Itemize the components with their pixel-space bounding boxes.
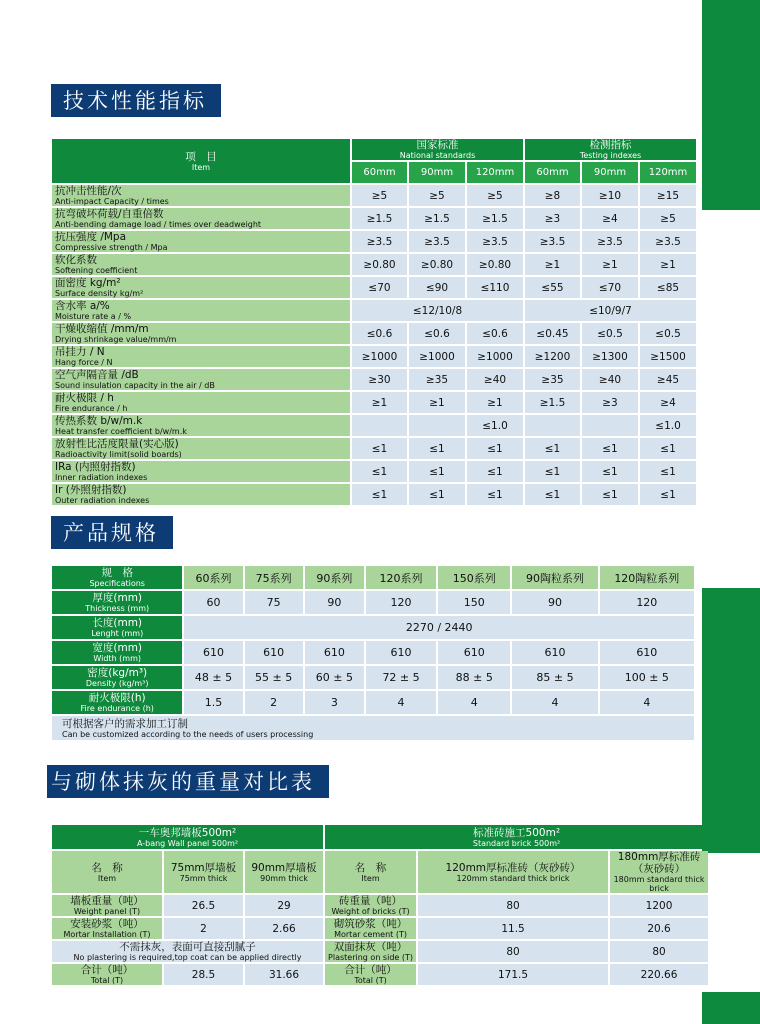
value-cell: 120 [600,591,694,614]
row-label-cn: 密度(kg/m³) [87,667,148,679]
row-label [52,277,350,298]
value-cell: ≤1.0 [467,415,523,436]
series-header: 75系列 [245,566,303,589]
row-label-cn: 软化系数 [55,254,97,266]
col-90mm-header: 90mm厚墙板 90mm thick [245,851,323,893]
value-cell: ≥4 [582,208,638,229]
value-cell: 120 [366,591,436,614]
row-label [52,254,350,275]
customization-note: 可根据客户的需求加工订制 Can be customized according to the needs of users processing [52,716,694,740]
sidebar-green-top [702,0,760,210]
row-label [52,484,350,505]
row-label [52,346,350,367]
value-cell: ≤110 [467,277,523,298]
row-label-cn: 墙板重量（吨） [70,895,144,907]
value-cell: 220.66 [610,964,708,985]
row-label-en: Total (T) [90,976,124,985]
row-label-en: Width (mm) [93,654,142,663]
row-label-en: Outer radiation indexes [55,496,150,505]
value-cell: 75 [245,591,303,614]
series-header: 90系列 [305,566,364,589]
value-cell: ≤1 [352,484,407,505]
value-cell: ≤1 [640,438,696,459]
value-cell: ≤90 [409,277,465,298]
row-label [52,461,350,482]
value-cell: ≥1000 [467,346,523,367]
note-cn: 不需抹灰，表面可直接刮腻子 [119,941,256,953]
value-cell: ≥30 [352,369,407,390]
item-header: 项 目 Item [52,139,350,183]
row-label-en: Lenght (mm) [91,629,144,638]
value-cell: ≥5 [409,185,465,206]
value-cell: 29 [245,895,323,916]
merged-value: ≤10/9/7 [525,300,696,321]
row-label-en: Radioactivity limit(solid boards) [55,450,182,459]
comparison-subheader-row [52,851,708,893]
value-cell: 4 [600,691,694,714]
value-cell: ≤70 [352,277,407,298]
row-label [52,666,182,689]
value-cell: ≤70 [582,277,638,298]
row-label-en: Heat transfer coefficient b/w/m.k [55,427,187,436]
value-cell: 610 [366,641,436,664]
value-cell: ≥35 [525,369,580,390]
value-cell: ≥8 [525,185,580,206]
value-cell: ≤0.5 [640,323,696,344]
row-label-cn: 干燥收缩值 /mm/m [55,323,149,335]
row-label-cn: 抗冲击性能/次 [55,185,122,197]
spec-row [52,231,696,252]
value-cell: ≤1 [525,438,580,459]
row-label [52,392,350,413]
size-header: 60mm [525,162,580,183]
value-cell: ≤1 [582,484,638,505]
row-label-cn: 合计（吨） [80,964,134,976]
comparison-row [52,941,708,962]
value-cell: ≥35 [409,369,465,390]
value-cell: 610 [305,641,364,664]
row-label [52,369,350,390]
value-cell: ≥1300 [582,346,638,367]
value-cell: ≥40 [582,369,638,390]
row-label [52,208,350,229]
merged-value: 2270 / 2440 [184,616,694,639]
value-cell: 3 [305,691,364,714]
value-cell: 80 [610,941,708,962]
value-cell: ≥40 [467,369,523,390]
row-label [52,300,350,321]
value-cell: 26.5 [164,895,243,916]
value-cell: ≥1000 [352,346,407,367]
comparison-row [52,918,708,939]
value-cell: 2 [164,918,243,939]
value-cell: 1.5 [184,691,242,714]
series-header: 150系列 [438,566,510,589]
row-label [52,964,162,985]
value-cell: ≥0.80 [409,254,465,275]
value-cell: ≤1 [409,461,465,482]
row-label-cn: 面密度 kg/m² [55,277,121,289]
value-cell: ≤1 [640,484,696,505]
value-cell: ≥1000 [409,346,465,367]
row-label [52,691,182,714]
value-cell: ≥45 [640,369,696,390]
row-label-en: Thickness (mm) [85,604,150,613]
spec-row [52,185,696,206]
series-header: 120陶粒系列 [600,566,694,589]
spec-header: 规 格 Specifications [52,566,182,589]
row-label-cn: 吊挂力 / N [55,346,105,358]
value-cell: ≥1200 [525,346,580,367]
value-cell: ≤1.0 [640,415,696,436]
row-label [325,918,416,939]
value-cell: ≥1 [640,254,696,275]
row-label-cn: 含水率 a/% [55,300,110,312]
spec-row [52,277,696,298]
spec-row [52,461,696,482]
value-cell: 100 ± 5 [600,666,694,689]
row-label-en: Sound insulation capacity in the air / dB [55,381,215,390]
size-header: 120mm [640,162,696,183]
row-label [52,591,182,614]
value-cell: 4 [366,691,436,714]
value-cell: 60 [184,591,242,614]
series-header: 120系列 [366,566,436,589]
size-header: 90mm [582,162,638,183]
value-cell: ≤0.6 [467,323,523,344]
row-label-en: Density (kg/m³) [85,679,149,688]
row-label [52,641,182,664]
value-cell: 20.6 [610,918,708,939]
row-label-en: Weight panel (T) [73,907,141,916]
row-label [52,185,350,206]
section-title-technical: 技术性能指标 [51,84,221,117]
value-cell: ≤0.5 [582,323,638,344]
value-cell: ≤1 [352,461,407,482]
spec-header-row [52,566,694,589]
row-label-cn: 抗压强度 /Mpa [55,231,127,243]
header-row [52,139,696,160]
value-cell: ≥0.80 [467,254,523,275]
spec-row [52,484,696,505]
value-cell: ≤1 [467,438,523,459]
product-specifications-table [50,564,696,742]
value-cell: ≥3.5 [409,231,465,252]
size-header: 120mm [467,162,523,183]
row-label-en: Moisture rate a / % [55,312,132,321]
row-label-en: Compressive strength / Mpa [55,243,168,252]
value-cell: ≤1 [409,438,465,459]
row-label-en: Mortar Installation (T) [63,930,151,939]
row-label [325,895,416,916]
row-label-en: Hang force / N [55,358,113,367]
note-en: No plastering is required,top coat can be applied directly [73,953,302,962]
name-header: 名 称 Item [52,851,162,893]
value-cell: ≥3.5 [467,231,523,252]
value-cell: ≥1 [525,254,580,275]
series-header: 90陶粒系列 [512,566,597,589]
value-cell: ≥1.5 [409,208,465,229]
value-cell: ≥3 [582,392,638,413]
value-cell: ≤1 [582,461,638,482]
value-cell: 610 [438,641,510,664]
value-cell: ≤0.6 [409,323,465,344]
row-label [325,964,416,985]
spec-row [52,254,696,275]
value-cell: 150 [438,591,510,614]
series-header: 60系列 [184,566,242,589]
row-label [52,323,350,344]
value-cell: ≥1.5 [352,208,407,229]
col-75mm-header: 75mm厚墙板 75mm thick [164,851,243,893]
row-label-cn: Ir (外照射指数) [55,484,127,496]
note-row [52,716,694,740]
value-cell: ≥5 [352,185,407,206]
testing-indexes-header: 检测指标 Testing indexes [525,139,696,160]
row-label-en: Softening coefficient [55,266,138,275]
row-label-en: Plastering on side (T) [328,953,413,962]
value-cell: 4 [512,691,597,714]
row-label-cn: 放射性比活度限量(实心版) [55,438,179,450]
value-cell: ≥3 [525,208,580,229]
spec-row [52,691,694,714]
col-120mm-header: 120mm厚标准砖（灰砂砖） 120mm standard thick brick [418,851,608,893]
value-cell: ≥1.5 [525,392,580,413]
spec-row [52,616,694,639]
row-label-cn: 空气声隔音量 /dB [55,369,139,381]
standard-brick-header: 标准砖施工500m² Standard brick 500m² [325,825,708,849]
row-label-en: Weight of bricks (T) [331,907,410,916]
section-title-specifications: 产品规格 [51,516,173,549]
size-header: 60mm [352,162,407,183]
value-cell: ≤55 [525,277,580,298]
value-cell [409,415,465,436]
value-cell: ≥10 [582,185,638,206]
value-cell: 72 ± 5 [366,666,436,689]
row-label-en: Fire endurance (h) [80,704,154,713]
value-cell: ≤0.45 [525,323,580,344]
value-cell: ≤1 [640,461,696,482]
name-header: 名 称 Item [325,851,416,893]
value-cell: ≤1 [525,461,580,482]
comparison-row [52,964,708,985]
value-cell: ≥15 [640,185,696,206]
row-label [52,616,182,639]
comparison-row [52,895,708,916]
value-cell: 610 [184,641,242,664]
size-header: 90mm [409,162,465,183]
weight-comparison-table [50,823,710,987]
spec-row [52,415,696,436]
spec-row [52,641,694,664]
row-label-cn: 砌筑砂浆（吨） [333,918,408,930]
value-cell: 1200 [610,895,708,916]
row-label-en: Anti-impact Capacity / times [55,197,169,206]
value-cell: ≥0.80 [352,254,407,275]
row-label-cn: 耐火极限 / h [55,392,114,404]
value-cell [352,415,407,436]
spec-row [52,392,696,413]
technical-performance-table [50,137,698,507]
row-label-cn: 宽度(mm) [92,642,143,654]
spec-row [52,666,694,689]
row-label-cn: 安装砂浆（吨） [70,918,144,930]
value-cell: ≥1 [582,254,638,275]
spec-row [52,208,696,229]
value-cell: 2.66 [245,918,323,939]
value-cell: ≥1 [352,392,407,413]
row-label-cn: 双面抹灰（吨） [333,941,408,953]
row-label [52,415,350,436]
value-cell: ≥5 [467,185,523,206]
value-cell: ≤1 [525,484,580,505]
value-cell: ≤0.6 [352,323,407,344]
value-cell: ≤1 [352,438,407,459]
value-cell: 31.66 [245,964,323,985]
value-cell: 80 [418,895,608,916]
row-label [52,231,350,252]
spec-row [52,323,696,344]
row-label-cn: 合计（吨） [344,964,397,976]
row-label [52,895,162,916]
wall-panel-header: 一车奥邦墙板500m² A-bang Wall panel 500m² [52,825,323,849]
spec-row [52,300,696,321]
merged-value: ≤12/10/8 [352,300,523,321]
row-label-cn: 砖重量（吨） [339,895,403,907]
value-cell: 85 ± 5 [512,666,597,689]
row-label-en: Mortar cement (T) [334,930,407,939]
row-label-cn: 耐火极限(h) [88,692,146,704]
value-cell: 90 [305,591,364,614]
row-label-cn: 传热系数 b/w/m.k [55,415,143,427]
value-cell: ≥1 [467,392,523,413]
value-cell: 2 [245,691,303,714]
value-cell: ≥1 [409,392,465,413]
spec-row [52,438,696,459]
value-cell [525,415,580,436]
comparison-header-row [52,825,708,849]
sidebar-green-bottom [702,992,760,1024]
value-cell: 610 [600,641,694,664]
value-cell: ≤1 [467,484,523,505]
row-label [52,918,162,939]
row-label-cn: 厚度(mm) [92,592,143,604]
value-cell: ≥3.5 [525,231,580,252]
row-label [325,941,416,962]
spec-row [52,346,696,367]
value-cell: ≥5 [640,208,696,229]
value-cell: 28.5 [164,964,243,985]
row-label [52,438,350,459]
col-180mm-header: 180mm厚标准砖（灰砂砖） 180mm standard thick brick [610,851,708,893]
value-cell: 610 [245,641,303,664]
row-label-en: Surface density kg/m² [55,289,144,298]
value-cell: ≥3.5 [582,231,638,252]
value-cell: 60 ± 5 [305,666,364,689]
value-cell: 171.5 [418,964,608,985]
value-cell: 11.5 [418,918,608,939]
value-cell: 4 [438,691,510,714]
row-label-en: Inner radiation indexes [55,473,148,482]
national-standards-header: 国家标准 National standards [352,139,523,160]
spec-row [52,591,694,614]
spec-row [52,369,696,390]
row-label-cn: 长度(mm) [92,617,143,629]
value-cell: 88 ± 5 [438,666,510,689]
row-label-cn: IRa (内照射指数) [55,461,136,473]
value-cell: ≤1 [467,461,523,482]
value-cell: 48 ± 5 [184,666,242,689]
sidebar-green-middle [702,588,760,853]
no-plastering-note [52,941,323,962]
value-cell: ≥3.5 [640,231,696,252]
value-cell: ≥3.5 [352,231,407,252]
value-cell: ≤1 [409,484,465,505]
value-cell: ≥4 [640,392,696,413]
value-cell: ≥1.5 [467,208,523,229]
value-cell [582,415,638,436]
row-label-en: Drying shrinkage value/mm/m [55,335,177,344]
row-label-en: Fire endurance / h [55,404,128,413]
row-label-cn: 抗弯破坏荷载/自重倍数 [55,208,164,220]
value-cell: ≥1500 [640,346,696,367]
value-cell: 80 [418,941,608,962]
value-cell: ≤1 [582,438,638,459]
value-cell: ≤85 [640,277,696,298]
row-label-en: Anti-bending damage load / times over deadweight [55,220,262,229]
value-cell: 610 [512,641,597,664]
value-cell: 55 ± 5 [245,666,303,689]
section-title-weight-comparison: 与砌体抹灰的重量对比表 [47,765,329,798]
value-cell: 90 [512,591,597,614]
row-label-en: Total (T) [354,976,387,985]
